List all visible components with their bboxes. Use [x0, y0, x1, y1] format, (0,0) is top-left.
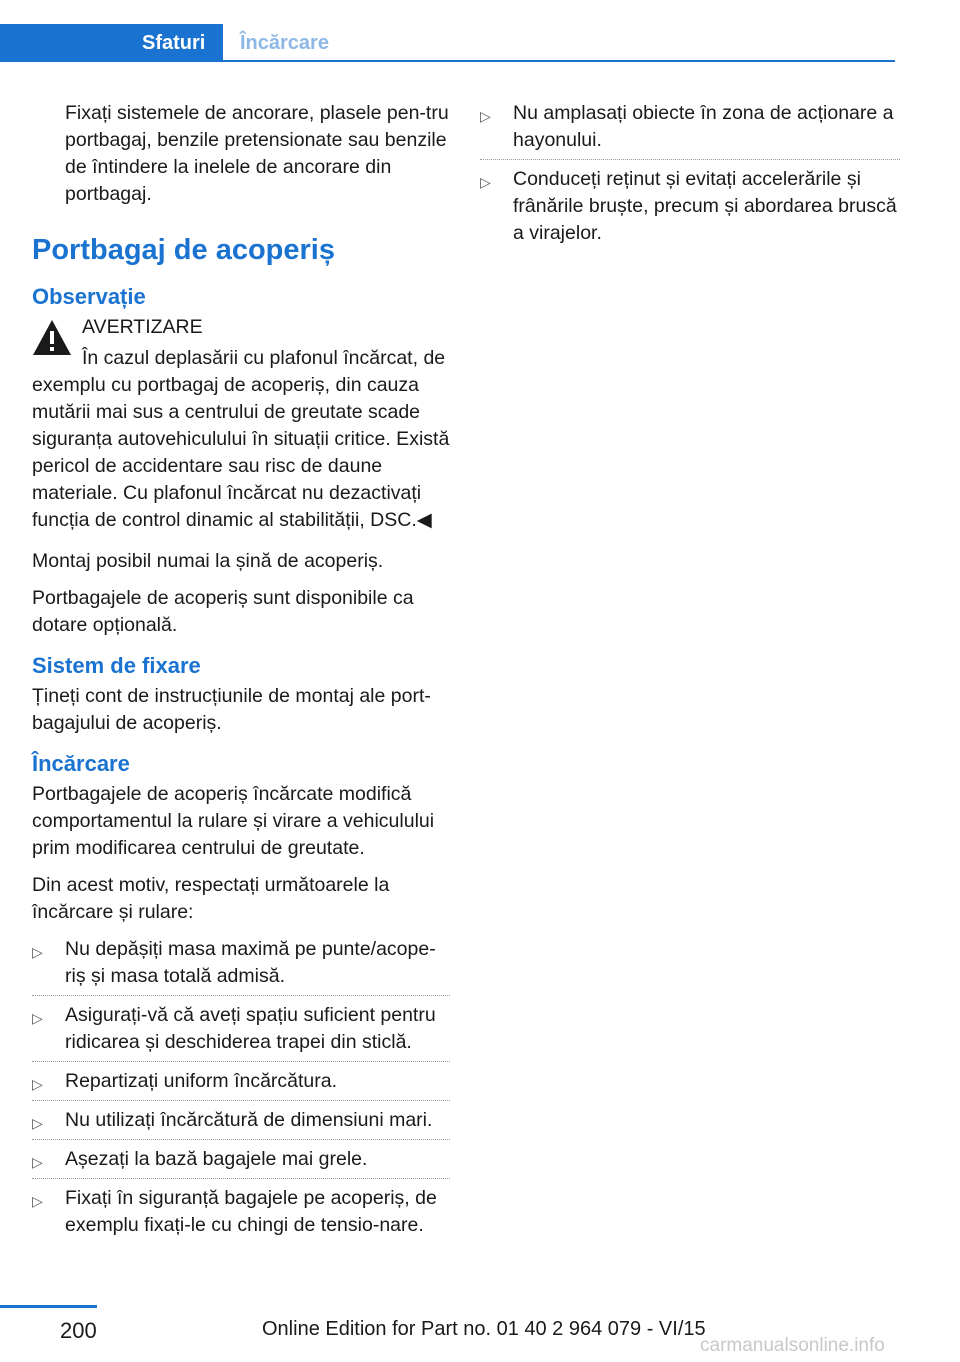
triangle-bullet-icon: ▷ [480, 108, 491, 124]
right-column [480, 100, 900, 259]
warning-title: AVERTIZARE [82, 316, 203, 338]
list-item: ▷ Repartizați uniform încărcătura. [32, 1068, 450, 1101]
triangle-bullet-icon: ▷ [32, 1076, 43, 1092]
tab-incarcare[interactable]: Încărcare [240, 32, 329, 54]
left-column [32, 100, 450, 1251]
intro-paragraph: Fixați sistemele de ancorare, plasele pen‐tru portbagaj, benzile pretensionate sau benzile de întindere la inelele de ancorare din portbagaj. [65, 102, 449, 205]
footer-rule [0, 1305, 97, 1308]
header-bar [0, 0, 960, 62]
triangle-bullet-icon: ▷ [480, 174, 491, 190]
list-item: ▷ Nu amplasați obiecte în zona de acționare a hayonului. [480, 100, 900, 160]
loading-rules-list [32, 936, 450, 1245]
triangle-bullet-icon: ▷ [32, 1154, 43, 1170]
watermark: carmanualsonline.info [700, 1335, 885, 1356]
warning-text: În cazul deplasării cu plafonul încărcat, de exemplu cu portbagaj de acoperiș, din cauza mutării mai sus a centrului de greutate scade siguranța autovehiculului în situații critice. Există pericol de accidentare sau risc de daune materiale. Cu plafonul încărcat nu dezactivați funcția de control dinamic al stabilității, DSC.◀ [32, 347, 450, 531]
triangle-bullet-icon: ▷ [32, 1115, 43, 1131]
warning-block [32, 314, 450, 534]
section-title-roof-rack: Portbagaj de acoperiș [32, 234, 335, 266]
triangle-bullet-icon: ▷ [32, 1010, 43, 1026]
driving-rules-list [480, 100, 900, 253]
reason-paragraph: Din acest motiv, respectați următoarele la încărcare și rulare: [32, 874, 390, 923]
list-item: ▷ Fixați în siguranță bagajele pe acoperiș, de exemplu fixați-le cu chingi de tensio‐nare. [32, 1187, 437, 1236]
optional-paragraph: Portbagajele de acoperiș sunt disponibile ca dotare opțională. [32, 587, 414, 636]
list-item: ▷ Nu depășiți masa maximă pe punte/acope‐riș și masa totală admisă. [32, 936, 450, 996]
subheading-fixing-system: Sistem de fixare [32, 653, 201, 678]
triangle-bullet-icon: ▷ [32, 944, 43, 960]
subheading-note: Observație [32, 284, 146, 309]
subheading-loading: Încărcare [32, 751, 130, 776]
page-number: 200 [60, 1318, 97, 1343]
tab-sfaturi[interactable]: Sfaturi [0, 24, 223, 62]
edition-text: Online Edition for Part no. 01 40 2 964 079 - VI/15 [262, 1318, 706, 1340]
warning-triangle-icon [32, 318, 72, 358]
list-item: ▷ Așezați la bază bagajele mai grele. [32, 1146, 450, 1179]
header-rule [0, 60, 895, 62]
fixing-paragraph: Țineți cont de instrucțiunile de montaj ale port‐bagajului de acoperiș. [32, 685, 431, 734]
list-item: ▷ Asigurați-vă că aveți spațiu suficient pentru ridicarea și deschiderea trapei din sticlă. [32, 1002, 450, 1062]
list-item: ▷ Nu utilizați încărcătură de dimensiuni mari. [32, 1107, 450, 1140]
list-item: ▷ Conduceți reținut și evitați accelerările și frânările bruște, precum și abordarea bruscă a virajelor. [480, 168, 897, 244]
triangle-bullet-icon: ▷ [32, 1193, 43, 1209]
mount-paragraph: Montaj posibil numai la șină de acoperiș. [32, 550, 384, 572]
loading-paragraph: Portbagajele de acoperiș încărcate modifică comportamentul la rulare și virare a vehiculului prim modificarea centrului de greutate. [32, 783, 435, 859]
